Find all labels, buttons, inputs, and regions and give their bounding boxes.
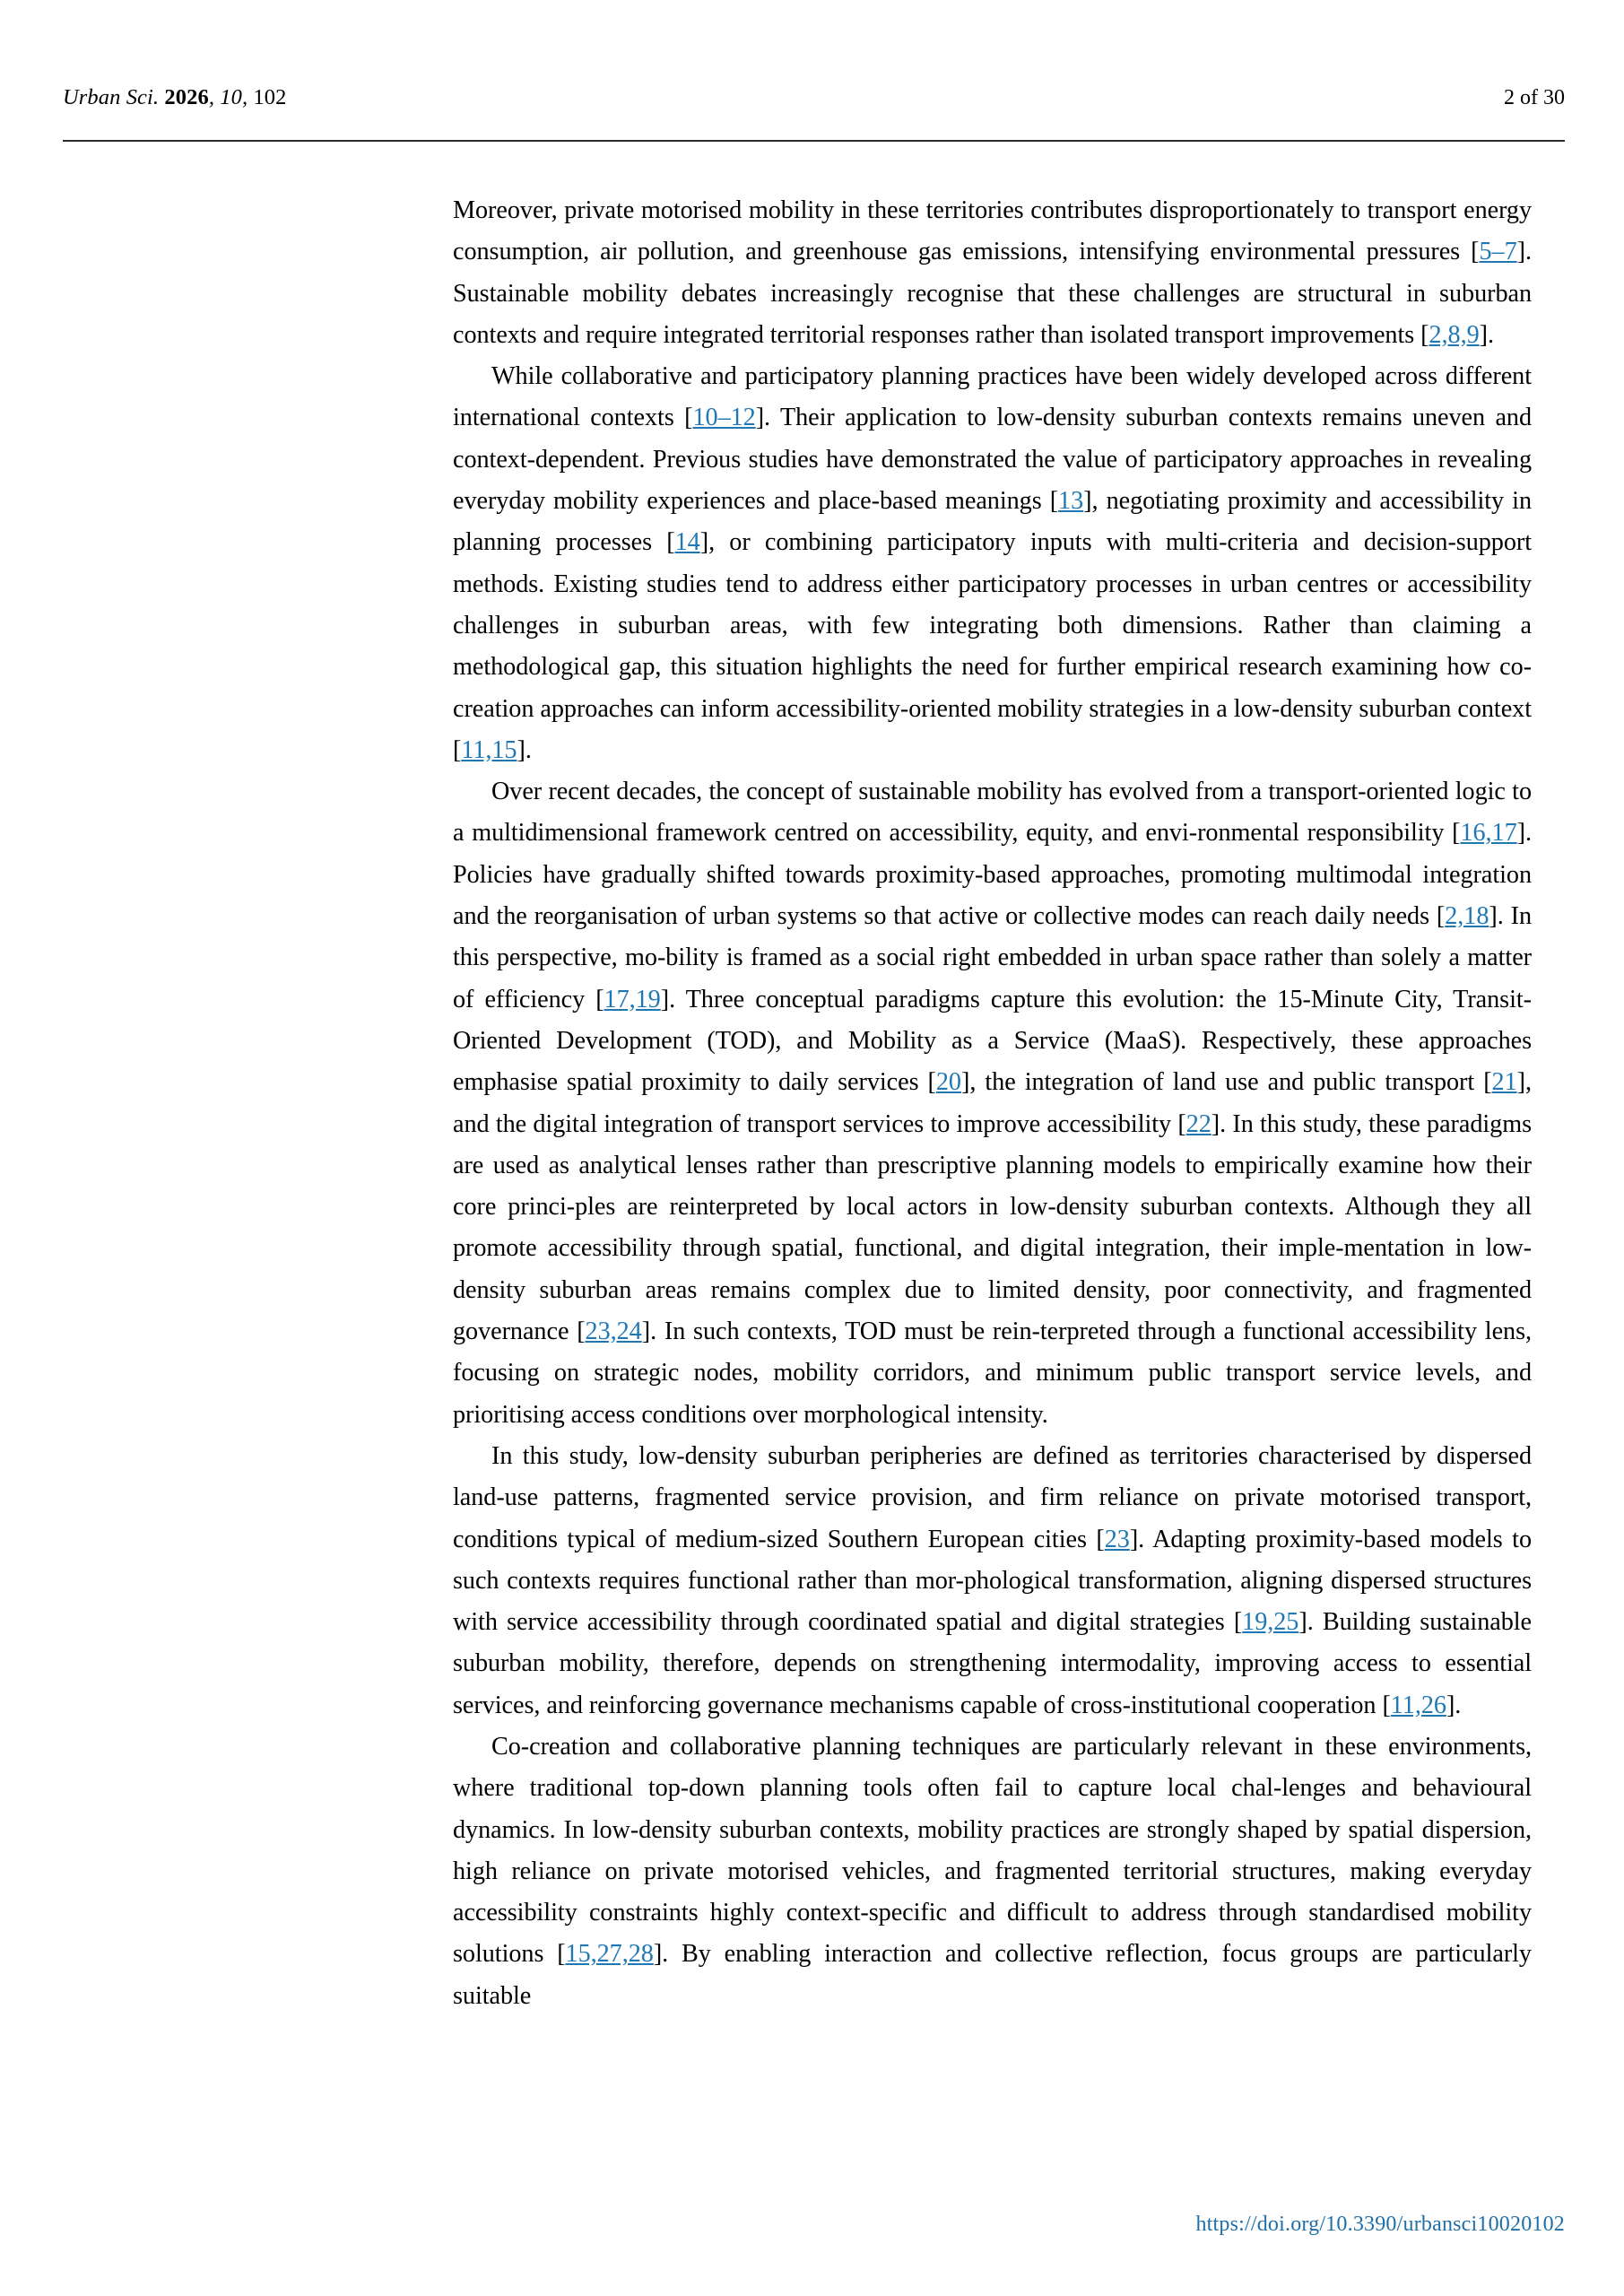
para-over-recent-decades: Over recent decades, the concept of sustainable mobility has evolved from a transport-oriented logic to a multidimensional framework centred on accessibility, equity, and envi-ronmental responsibility [16,17]. Policies have gradually shifted towards proximity-based approaches, promoting multimodal integration and the reorganisation of urban systems so that active or collective modes can reach daily needs [2,18]. In this perspective, mo-bility is framed as a social right embedded in urban space rather than solely a matter of efficiency [17,19]. Three conceptual paradigms capture this evolution: the 15-Minute City, Transit-Oriented Development (TOD), and Mobility as a Service (MaaS). Respectively, these approaches emphasise spatial proximity to daily services [20], the integration of land use and public transport [21], and the digital integration of transport services to improve accessibility [22]. In this study, these paradigms are used as analytical lenses rather than prescriptive planning models to empirically examine how their core princi-ples are reinterpreted by local actors in low-density suburban contexts. Although they all promote accessibility through spatial, functional, and digital integration, their imple-mentation in low-density suburban areas remains complex due to limited density, poor connectivity, and fragmented governance [23,24]. In such contexts, TOD must be rein-terpreted through a functional accessibility lens, focusing on strategic nodes, mobility corridors, and minimum public transport service levels, and prioritising access conditions over morphological intensity. bbox=[453, 778, 1533, 1429]
page-footer bbox=[63, 2213, 1565, 2237]
citation-reference[interactable]: 15,27,28 bbox=[565, 1940, 654, 1969]
publication-year: 2026 bbox=[164, 85, 209, 109]
volume-number: 10 bbox=[220, 85, 242, 109]
citation-reference[interactable]: 2,18 bbox=[1445, 902, 1489, 931]
citation-reference[interactable]: 20 bbox=[935, 1068, 961, 1097]
running-head bbox=[63, 85, 1565, 121]
citation-reference[interactable]: 23,24 bbox=[585, 1318, 642, 1346]
para-co-creation: Co-creation and collaborative planning techniques are particularly relevant in these environments, where traditional top-down planning tools often fail to capture local chal-lenges and behavioural dynamics. In low-density suburban contexts, mobility practices are strongly shaped by spatial dispersion, high reliance on private motorised vehicles, and fragmented territorial structures, making everyday accessibility constraints highly context-specific and difficult to address through standardised mobility solutions [15,27,28]. By enabling interaction and collective reflection, focus groups are particularly suitable bbox=[453, 1732, 1532, 2010]
citation-reference[interactable]: 21 bbox=[1491, 1068, 1517, 1097]
para-while-collaborative: While collaborative and participatory planning practices have been widely developed across different international contexts [10–12]. Their application to low-density suburban contexts remains uneven and context-dependent. Previous studies have demonstrated the value of participatory approaches in revealing everyday mobility experiences and place-based meanings [13], negotiating proximity and accessibility in planning processes [14], or combining participatory inputs with multi-criteria and decision-support methods. Existing studies tend to address either participatory processes in urban centres or accessibility challenges in suburban areas, with few integrating both dimensions. Rather than claiming a methodological gap, this situation highlights the need for further empirical research examining how co-creation approaches can inform accessibility-oriented mobility strategies in a low-density suburban context [11,15]. bbox=[453, 362, 1533, 764]
citation-reference[interactable]: 10–12 bbox=[692, 404, 756, 432]
citation-reference[interactable]: 16,17 bbox=[1460, 819, 1517, 848]
para-moreover: Moreover, private motorised mobility in these territories contributes disproportionately to transport energy consumption, air pollution, and greenhouse gas emissions, intensifying environmental pressures [5–7]. Sustainable mobility debates increasingly recognise that these challenges are structural in suburban contexts and require integrated territorial responses rather than isolated transport improvements [2,8,9]. bbox=[453, 196, 1532, 349]
journal-name: Urban Sci. bbox=[63, 85, 160, 109]
citation-reference[interactable]: 2,8,9 bbox=[1429, 320, 1480, 349]
article-number: 102 bbox=[253, 85, 287, 109]
citation-reference[interactable]: 22 bbox=[1185, 1109, 1211, 1138]
header-rule bbox=[63, 140, 1565, 142]
citation-reference[interactable]: 11,15 bbox=[461, 735, 517, 764]
page-indicator: 2 of 30 bbox=[1504, 86, 1565, 109]
citation-reference[interactable]: 5–7 bbox=[1479, 238, 1517, 266]
citation-reference[interactable]: 19,25 bbox=[1242, 1608, 1299, 1637]
citation-reference[interactable]: 11,26 bbox=[1390, 1691, 1446, 1719]
citation-comma-1: , bbox=[208, 85, 221, 109]
para-in-this-study: In this study, low-density suburban peripheries are defined as territories characterised by dispersed land-use patterns, fragmented service provision, and firm reliance on private motorised transport, conditions typical of medium-sized Southern European cities [23]. Adapting proximity-based models to such contexts requires functional rather than mor-phological transformation, aligning dispersed structures with service accessibility through coordinated spatial and digital strategies [19,25]. Building sustainable suburban mobility, therefore, depends on strengthening intermodality, improving access to essential services, and reinforcing governance mechanisms capable of cross-institutional cooperation [11,26]. bbox=[453, 1441, 1533, 1719]
citation-reference[interactable]: 13 bbox=[1058, 487, 1084, 516]
citation-reference[interactable]: 17,19 bbox=[604, 985, 661, 1013]
doi-link[interactable]: https://doi.org/10.3390/urbansci10020102 bbox=[1195, 2213, 1565, 2236]
journal-citation-line bbox=[63, 85, 286, 110]
body-text-column bbox=[453, 190, 1532, 2017]
citation-reference[interactable]: 14 bbox=[674, 528, 700, 557]
citation-reference[interactable]: 23 bbox=[1104, 1525, 1130, 1553]
citation-comma-2: , bbox=[241, 85, 254, 109]
